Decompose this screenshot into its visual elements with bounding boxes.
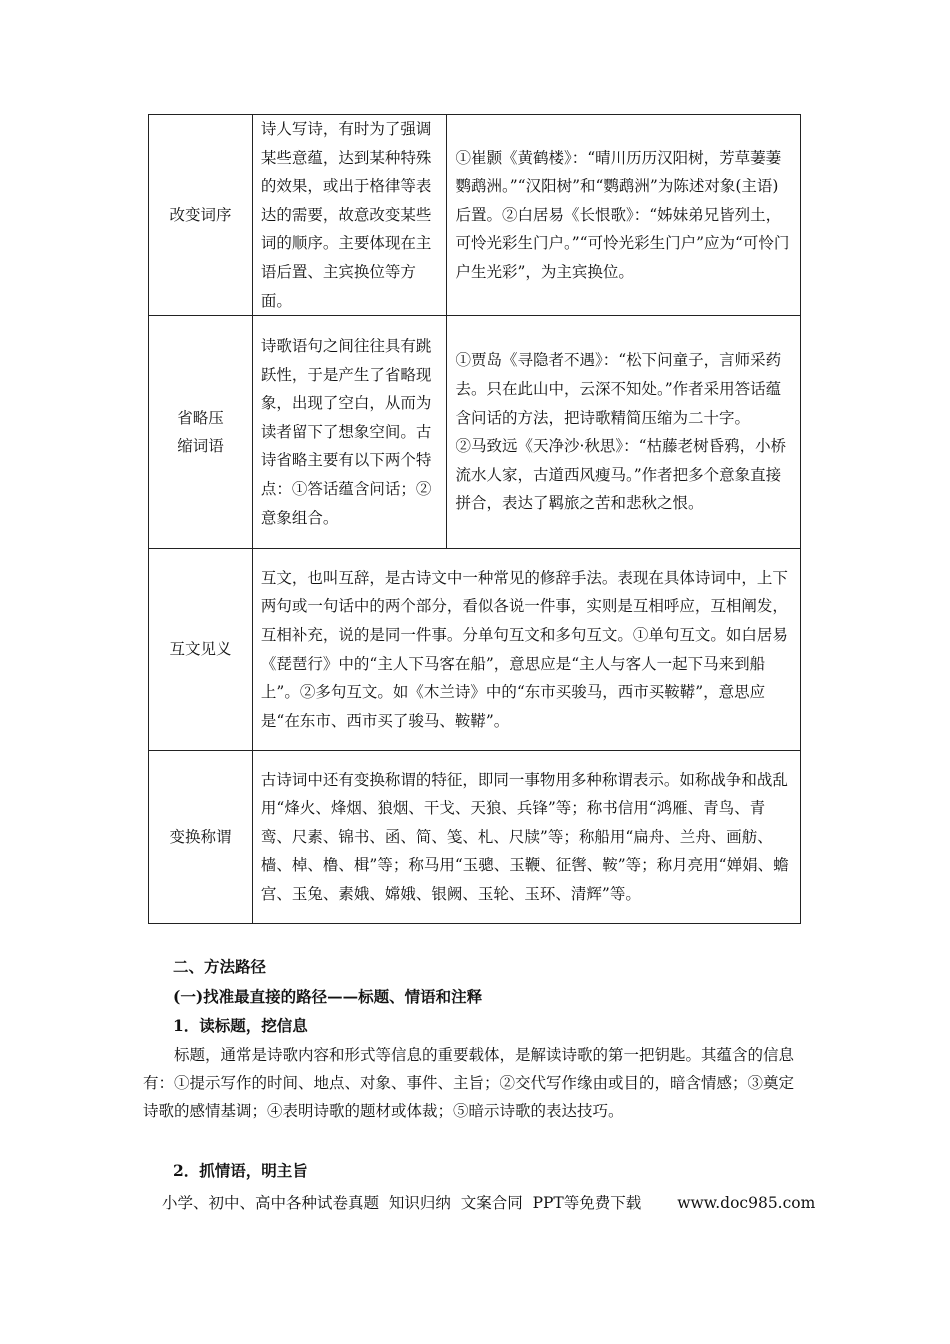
point1-heading: 1．读标题，挖信息 xyxy=(173,1016,308,1035)
point1-paragraph: 标题，通常是诗歌内容和形式等信息的重要载体，是解读诗歌的第一把钥匙。其蕴含的信息有：①提示写作的时间、地点、对象、事件、主旨；②交代写作缘由或目的，暗含情感；③奠定诗歌的感情基调；④表明诗歌的题材或体裁；⑤暗示诗歌的表达技巧。 xyxy=(143,1046,795,1120)
rhetoric-table xyxy=(148,114,801,924)
row-name: 改变词序 xyxy=(149,115,253,316)
footer-url[interactable]: www.doc985.com xyxy=(677,1194,816,1212)
point2-heading: 2．抓情语，明主旨 xyxy=(173,1161,308,1180)
table-row xyxy=(149,549,801,751)
table-row xyxy=(149,751,801,924)
row-example xyxy=(447,316,801,549)
table-row xyxy=(149,115,801,316)
row-name-line: 省略压 xyxy=(177,408,224,427)
sub-heading: (一)找准最直接的路径——标题、情语和注释 xyxy=(173,987,483,1006)
row-description: 诗人写诗，有时为了强调某些意蕴，达到某种特殊的效果，或出于格律等表达的需要，故意改变某些词的顺序。主要体现在主语后置、主宾换位等方面。 xyxy=(252,115,447,316)
page-footer xyxy=(162,1191,815,1213)
row-name: 互文见义 xyxy=(149,549,253,751)
row-example: ①崔颢《黄鹤楼》：“晴川历历汉阳树，芳草萋萋鹦鹉洲。”“汉阳树”和“鹦鹉洲”为陈述对象(主语)后置。②白居易《长恨歌》：“姊妹弟兄皆列土，可怜光彩生门户。”“可怜光彩生门户”应为“可怜门户生光彩”，为主宾换位。 xyxy=(447,115,801,316)
row-description: 诗歌语句之间往往具有跳跃性，于是产生了省略现象，出现了空白，从而为读者留下了想象空间。古诗省略主要有以下两个特点：①答话蕴含问话；②意象组合。 xyxy=(252,316,447,549)
footer-text: 小学、初中、高中各种试卷真题 知识归纳 文案合同 PPT等免费下载 xyxy=(162,1194,642,1212)
row-name: 变换称谓 xyxy=(149,751,253,924)
row-name-line: 缩词语 xyxy=(177,437,224,456)
example-paragraph: ①贾岛《寻隐者不遇》：“松下问童子，言师采药去。只在此山中，云深不知处。”作者采用答话蕴含问话的方法，把诗歌精简压缩为二十字。 xyxy=(455,351,782,427)
table-row xyxy=(149,316,801,549)
row-content: 互文，也叫互辞，是古诗文中一种常见的修辞手法。表现在具体诗词中，上下两句或一句话中的两个部分，看似各说一件事，实则是互相呼应，互相阐发，互相补充，说的是同一件事。分单句互文和多句互文。①单句互文。如白居易《琵琶行》中的“主人下马客在船”，意思应是“主人与客人一起下马来到船上”。②多句互文。如《木兰诗》中的“东市买骏马，西市买鞍鞯”，意思应是“在东市、西市买了骏马、鞍鞯”。 xyxy=(252,549,800,751)
row-content: 古诗词中还有变换称谓的特征，即同一事物用多种称谓表示。如称战争和战乱用“烽火、烽烟、狼烟、干戈、天狼、兵锋”等；称书信用“鸿雁、青鸟、青鸾、尺素、锦书、函、简、笺、札、尺牍”等；称船用“扁舟、兰舟、画舫、樯、棹、橹、楫”等；称马用“玉骢、玉鞭、征辔、鞍”等；称月亮用“婵娟、蟾宫、玉兔、素娥、嫦娥、银阙、玉轮、玉环、清辉”等。 xyxy=(252,751,800,924)
row-name xyxy=(149,316,253,549)
example-paragraph: ②马致远《天净沙·秋思》：“枯藤老树昏鸦，小桥流水人家，古道西风瘦马。”作者把多个意象直接拼合，表达了羁旅之苦和悲秋之恨。 xyxy=(455,437,787,513)
section-heading: 二、方法路径 xyxy=(173,957,267,976)
